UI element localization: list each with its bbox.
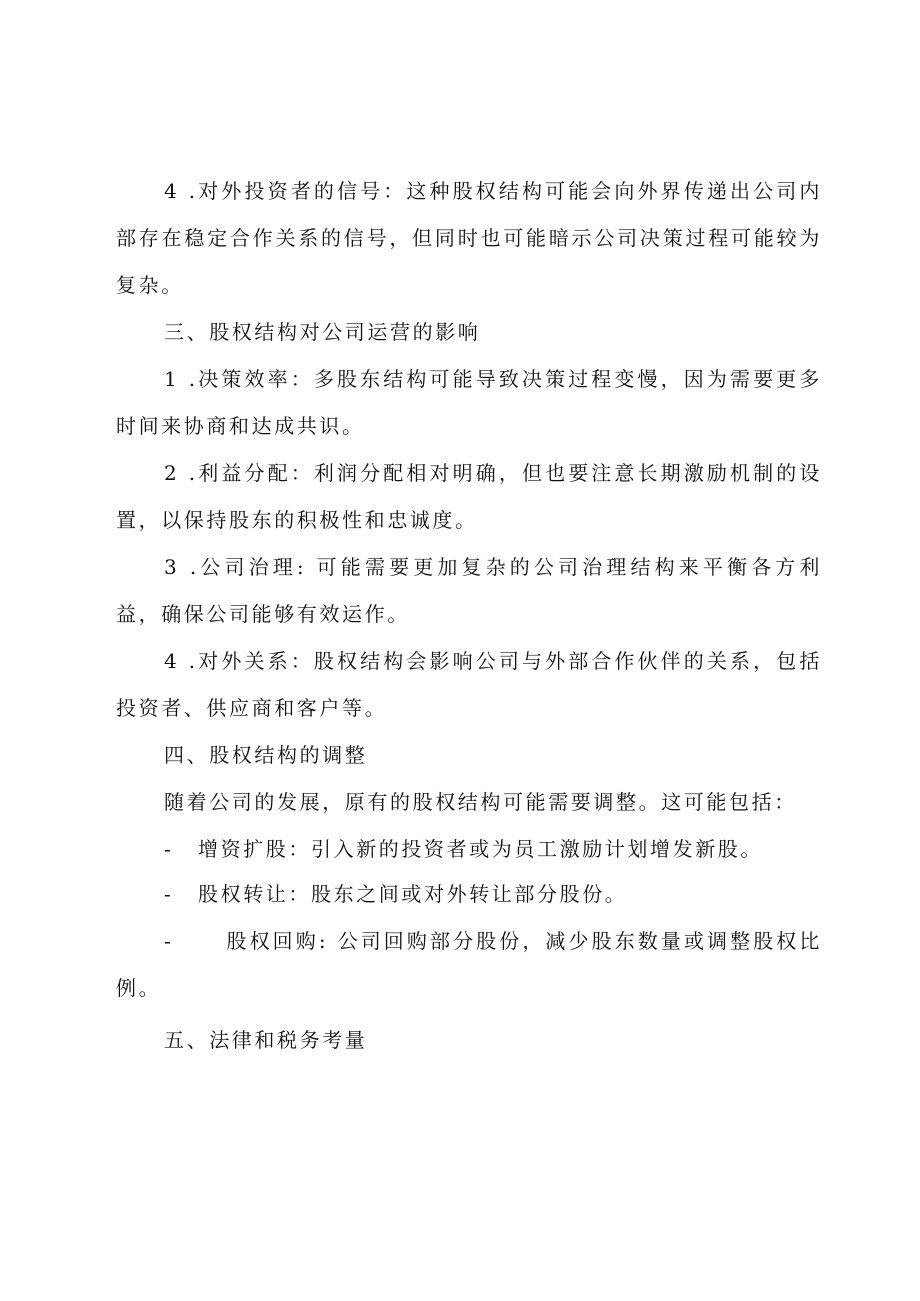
section-heading-4: 四、股权结构的调整 [164, 743, 368, 767]
item-decision-efficiency: 1 .决策效率：多股东结构可能导致决策过程变慢，因为需要更多时间来协商和达成共识。 [116, 367, 822, 438]
section-heading-5: 五、法律和税务考量 [164, 1028, 368, 1052]
bullet-dash: - [164, 882, 174, 906]
item-corporate-governance: 3 .公司治理: 可能需要更加复杂的公司治理结构来平衡各方利益，确保公司能够有效运作。 [116, 555, 822, 626]
bullet-text: 增资扩股：引入新的投资者或为员工激励计划增发新股。 [198, 837, 763, 861]
bullet-capital-increase [164, 826, 822, 873]
paragraph-adjust-intro: 随着公司的发展，原有的股权结构可能需要调整。这可能包括： [164, 790, 797, 814]
item-profit-distribution: 2 .利益分配：利润分配相对明确，但也要注意长期激励机制的设置，以保持股东的积极性和忠诚度。 [116, 461, 822, 532]
bullet-text: 股权回购: 公司回购部分股份，减少股东数量或调整股权比例。 [116, 929, 822, 1000]
bullet-equity-transfer [164, 871, 822, 918]
section-heading-3: 三、股权结构对公司运营的影响 [164, 320, 481, 344]
bullet-share-buyback [116, 918, 822, 1012]
bullet-text: 股权转让：股东之间或对外转让部分股份。 [198, 882, 628, 906]
bullet-dash: - [164, 837, 174, 861]
bullet-dash: - [164, 929, 174, 953]
paragraph-investor-signal: 4 .对外投资者的信号：这种股权结构可能会向外界传递出公司内部存在稳定合作关系的信号，但同时也可能暗示公司决策过程可能较为复杂。 [116, 179, 822, 297]
item-external-relations: 4 .对外关系：股权结构会影响公司与外部合作伙伴的关系，包括投资者、供应商和客户等。 [116, 649, 822, 720]
